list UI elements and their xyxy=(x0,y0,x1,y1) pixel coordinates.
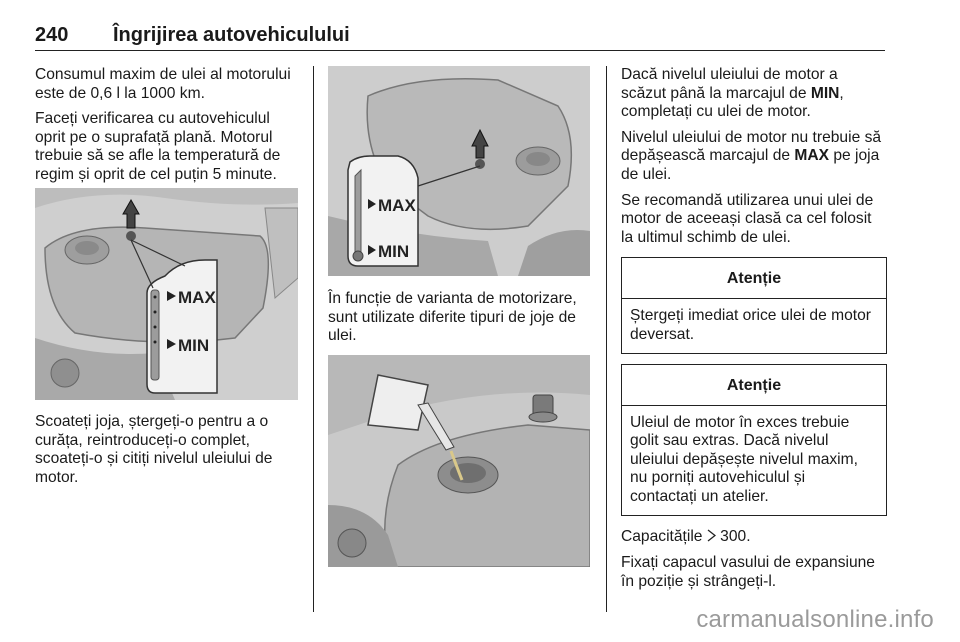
column-2 xyxy=(328,290,593,353)
column-divider-1 xyxy=(313,66,314,612)
header-rule xyxy=(35,50,885,51)
watermark-text: carmanualsonline.info xyxy=(696,606,934,633)
column-1 xyxy=(35,66,300,192)
column-1-lower xyxy=(35,413,300,494)
max-mark-text: MAX xyxy=(794,147,830,165)
page-number: 240 xyxy=(35,24,69,46)
chapter-title: Îngrijirea autovehiculului xyxy=(113,24,350,46)
page-header xyxy=(35,22,885,52)
figure-engine-dipstick-2 xyxy=(328,66,590,276)
paragraph-oil-recommendation: Se recomandă utilizarea unui ulei de motor de aceeași clasă ca cel folosit la ultimul schimb de ulei. xyxy=(621,191,874,246)
notice-body-2: Uleiul de motor în exces trebuie golit sau extras. Dacă nivelul uleiului depășește nivelul maxim, nu porniți autovehiculul și contactați un atelier. xyxy=(630,413,858,505)
min-label: MIN xyxy=(178,336,210,355)
column-divider-2 xyxy=(606,66,607,612)
paragraph-capacities-ref: Capacitățile 300. xyxy=(621,528,887,548)
paragraph-min-refill: Dacă nivelul uleiului de motor a scăzut până la marcajul de MIN, completați cu ulei de motor. xyxy=(621,66,844,121)
paragraph-dipstick-procedure: Scoateți joja, ștergeți-o pentru a o curăța, reintroduceți-o complet, scoateți-o și citiți nivelul uleiului de motor. xyxy=(35,413,273,486)
engine-illustration-1 xyxy=(35,188,298,400)
max-label-2: MAX xyxy=(378,196,416,215)
notice-body-1: Ștergeți imediat orice ulei de motor deversat. xyxy=(630,307,871,343)
figure-oil-filling xyxy=(328,355,590,567)
oil-filling-illustration xyxy=(328,355,590,567)
paragraph-max-limit: Nivelul uleiului de motor nu trebuie să depășească marcajul de MAX pe joja de ulei. xyxy=(621,128,882,183)
reference-arrow-icon[interactable] xyxy=(707,529,716,548)
notice-title-1: Atenție xyxy=(622,258,886,299)
max-label: MAX xyxy=(178,288,216,307)
paragraph-dipstick-variants: În funcție de varianta de motorizare, sunt utilizate diferite tipuri de joje de ulei. xyxy=(328,290,577,345)
min-mark-text: MIN xyxy=(810,84,840,102)
engine-illustration-2 xyxy=(328,66,590,276)
reference-page-link[interactable]: 300. xyxy=(720,527,751,545)
paragraph-oil-consumption: Consumul maxim de ulei al motorului este de 0,6 l la 1000 km. xyxy=(35,66,291,102)
min-label-2: MIN xyxy=(378,242,410,261)
column-3 xyxy=(621,66,887,598)
notice-title-2: Atenție xyxy=(622,365,886,406)
figure-engine-dipstick-1 xyxy=(35,188,298,400)
paragraph-expansion-cap: Fixați capacul vasului de expansiune în poziție și strângeți-l. xyxy=(621,554,875,590)
notice-box-2 xyxy=(621,364,887,516)
paragraph-check-conditions: Faceți verificarea cu autovehiculul oprit pe o suprafață plană. Motorul trebuie să se afle la temperatură de regim și oprit de cel puțin 5 minute. xyxy=(35,110,281,183)
notice-box-1 xyxy=(621,257,887,353)
